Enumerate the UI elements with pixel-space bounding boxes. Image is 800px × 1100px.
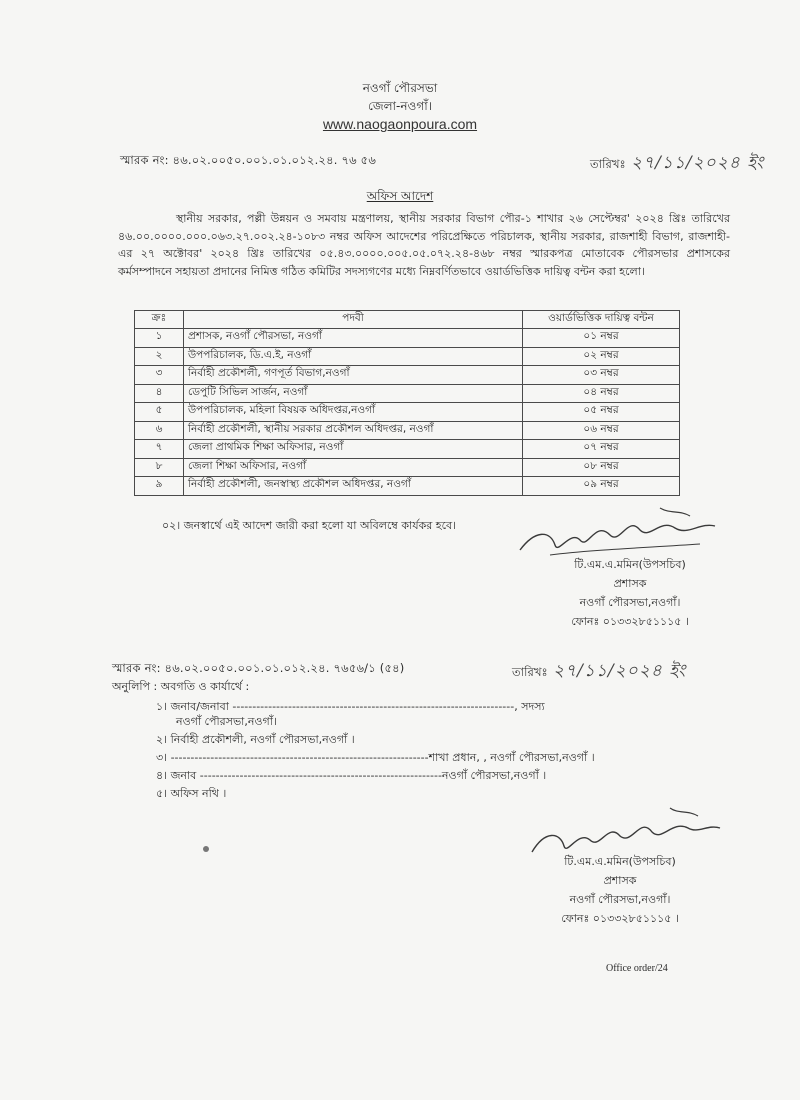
serial-cell: ১ [135, 329, 184, 348]
serial-cell: ৮ [135, 458, 184, 477]
table-row [135, 329, 680, 348]
serial-cell: ৬ [135, 421, 184, 440]
serial-cell: ৭ [135, 440, 184, 459]
designation-cell: নির্বাহী প্রকৌশলী, স্থানীয় সরকার প্রকৌশল অধিদপ্তর, নওগাঁ [184, 421, 523, 440]
memo-number: স্মারক নং: ৪৬.০২.০০৫০.০০১.০১.০১২.২৪. ৭৬ ৫৬ [120, 153, 377, 167]
ward-cell: ০৬ নম্বর [523, 421, 680, 440]
ward-assignment-table [134, 310, 680, 496]
table-row [135, 403, 680, 422]
website-link[interactable]: www.naogaonpoura.com [322, 116, 478, 132]
designation-cell: নির্বাহী প্রকৌশলী, গণপূর্ত বিভাগ,নওগাঁ [184, 366, 523, 385]
signatory-block [540, 555, 720, 631]
table-row [135, 384, 680, 403]
ward-cell: ০১ নম্বর [523, 329, 680, 348]
signatory-phone: ফোনঃ ০১৩৩২৮৫১১১৫ । [571, 615, 689, 628]
designation-cell: ডেপুটি সিভিল সার্জন, নওগাঁ [184, 384, 523, 403]
signatory2-block [530, 852, 710, 928]
designation-cell: নির্বাহী প্রকৌশলী, জনস্বাস্থ্য প্রকৌশল অধিদপ্তর, নওগাঁ [184, 477, 523, 496]
designation-cell: উপপরিচালক, মহিলা বিষয়ক অধিদপ্তর,নওগাঁ [184, 403, 523, 422]
org-name: নওগাঁ পৌরসভা [362, 81, 438, 95]
ward-cell: ০৮ নম্বর [523, 458, 680, 477]
order-title: অফিস আদেশ [366, 189, 434, 203]
designation-cell: জেলা প্রাথমিক শিক্ষা অফিসার, নওগাঁ [184, 440, 523, 459]
table-row [135, 477, 680, 496]
footer-reference: Office order/24 [606, 963, 668, 974]
date-value: ২৭/১১/২০২৪ ইং [552, 661, 687, 681]
distribution-item: ৫। অফিস নথি । [156, 787, 227, 800]
copy-to-label: অনুলিপি : অবগতি ও কার্যার্থে : [112, 680, 250, 693]
serial-cell: ৯ [135, 477, 184, 496]
memo-date [590, 150, 764, 178]
table-row [135, 347, 680, 366]
date-label: তারিখঃ [512, 665, 548, 679]
table-header-row [135, 311, 680, 329]
ward-cell: ০৭ নম্বর [523, 440, 680, 459]
distribution-item: নওগাঁ পৌরসভা,নওগাঁ। [176, 715, 277, 728]
effectiveness-note: ০২। জনস্বার্থে এই আদেশ জারী করা হলো যা অবিলম্বে কার্যকর হবে। [162, 519, 457, 532]
signatory-title: প্রশাসক [603, 874, 637, 887]
col-serial-header: ক্রঃ [135, 311, 184, 329]
serial-cell: ৫ [135, 403, 184, 422]
order-body: স্থানীয় সরকার, পল্লী উন্নয়ন ও সমবায় মন্ত্রণালয়, স্থানীয় সরকার বিভাগ পৌর-১ শাখার ২৬ সেপ্টেম্বর' ২০২৪ খ্রিঃ তারিখের ৪৬.০০.০০০০.০০০.০৬৩.২৭.০০২.২৪-১০৮৩ নম্বর অফিস আদেশের পরিপ্রেক্ষিতে পরিচালক, স্থানীয় সরকার, রাজশাহী বিভাগ, রাজশাহী-এর ২৭ অক্টোবর' ২০২৪ খ্রিঃ তারিখের ০৫.৪৩.০০০০.০০৫.০৫.০৭২.২৪-৪৬৮ নম্বর স্মারকপত্র মোতাবেক পৌরসভার প্রশাসকের কর্মসম্পাদনে সহায়তা প্রদানের নিমিত্ত গঠিত কমিটির সদস্যগণের মধ্যে নিম্নবর্ণিতভাবে ওয়ার্ডভিত্তিক দায়িত্ব বন্টন করা হলো। [118, 212, 730, 278]
col-designation-header: পদবী [184, 311, 523, 329]
table-row [135, 440, 680, 459]
ward-cell: ০৩ নম্বর [523, 366, 680, 385]
distribution-item: ৩। -----------------------------------------------------------------শাখা প্রধান, , নওগাঁ পৌরসভা,নওগাঁ । [156, 751, 595, 764]
signatory-office: নওগাঁ পৌরসভা,নওগাঁ। [579, 596, 681, 609]
distribution-item: ২। নির্বাহী প্রকৌশলী, নওগাঁ পৌরসভা,নওগাঁ । [156, 733, 355, 746]
designation-cell: উপপরিচালক, ডি.এ.ই, নওগাঁ [184, 347, 523, 366]
memo2-number: স্মারক নং: ৪৬.০২.০০৫০.০০১.০১.০১২.২৪. ৭৬৫৬/১ (৫৪) [112, 661, 405, 675]
memo2-date [512, 658, 686, 686]
scan-speck [203, 846, 209, 852]
signatory-phone: ফোনঃ ০১৩৩২৮৫১১১৫ । [561, 912, 679, 925]
ward-cell: ০৫ নম্বর [523, 403, 680, 422]
date-value: ২৭/১১/২০২৪ ইং [630, 153, 765, 173]
signatory-name: টি.এম.এ.মমিন(উপসচিব) [574, 558, 686, 571]
designation-cell: জেলা শিক্ষা অফিসার, নওগাঁ [184, 458, 523, 477]
serial-cell: ৩ [135, 366, 184, 385]
table-row [135, 366, 680, 385]
distribution-item: ১। জনাব/জনাবা -----------------------------------------------------------------------, সদস্য [156, 700, 545, 713]
signatory-title: প্রশাসক [613, 577, 647, 590]
distribution-item: ৪। জনাব -------------------------------------------------------------নওগাঁ পৌরসভা,নওগাঁ । [156, 769, 547, 782]
ward-cell: ০৯ নম্বর [523, 477, 680, 496]
serial-cell: ৪ [135, 384, 184, 403]
signatory-name: টি.এম.এ.মমিন(উপসচিব) [564, 855, 676, 868]
table-row [135, 458, 680, 477]
col-ward-header: ওয়ার্ডভিত্তিক দায়িত্ব বন্টন [523, 311, 680, 329]
ward-cell: ০২ নম্বর [523, 347, 680, 366]
signatory-office: নওগাঁ পৌরসভা,নওগাঁ। [569, 893, 671, 906]
date-label: তারিখঃ [590, 157, 626, 171]
ward-cell: ০৪ নম্বর [523, 384, 680, 403]
designation-cell: প্রশাসক, নওগাঁ পৌরসভা, নওগাঁ [184, 329, 523, 348]
table-row [135, 421, 680, 440]
serial-cell: ২ [135, 347, 184, 366]
district-name: জেলা-নওগাঁ। [368, 99, 432, 113]
